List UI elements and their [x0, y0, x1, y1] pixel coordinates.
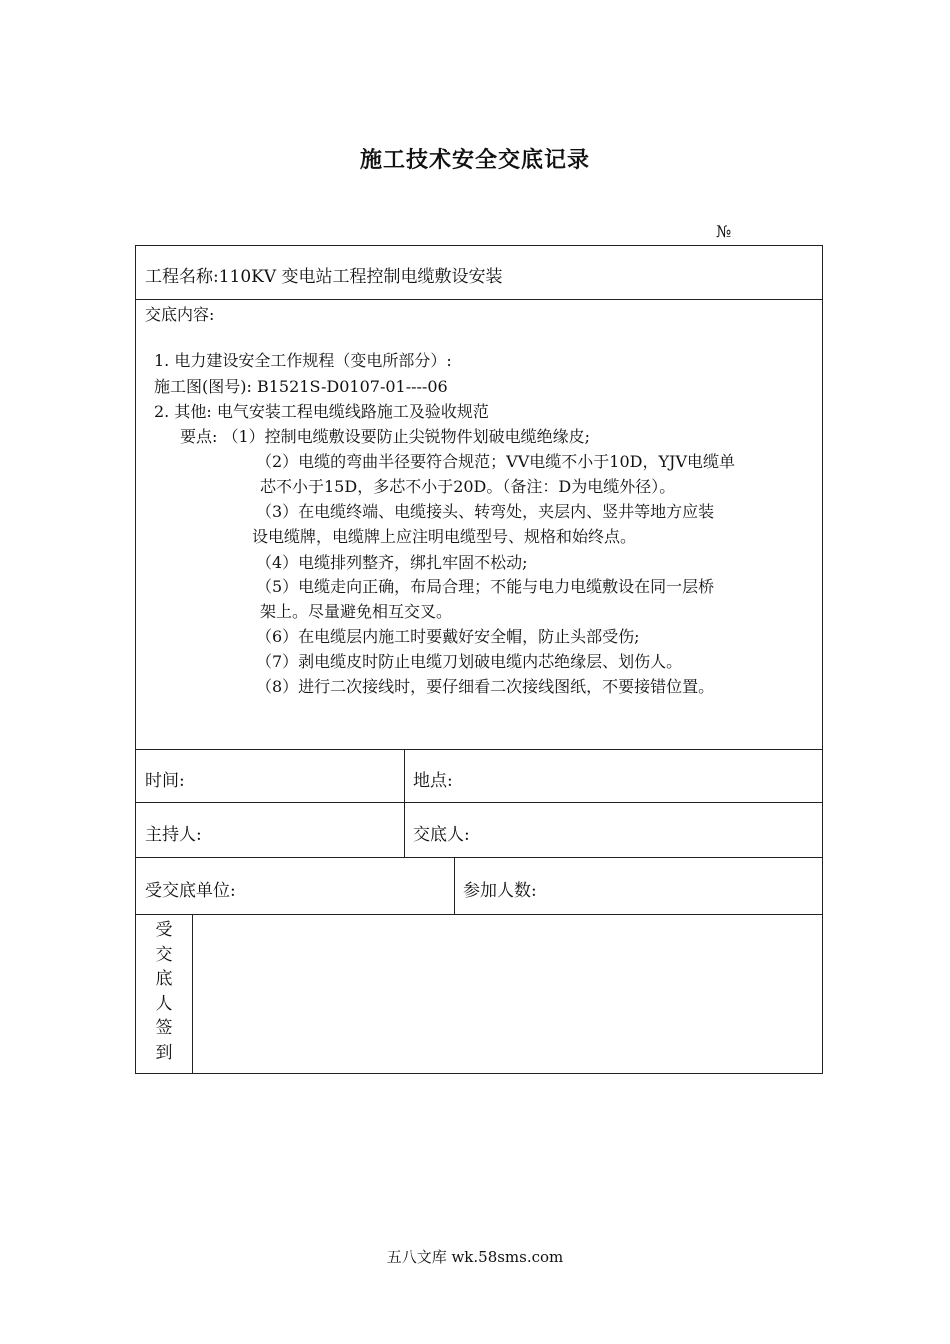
content-line: 设电缆牌，电缆牌上应注明电缆型号、规格和始终点。: [252, 527, 637, 546]
sign-in-char: 交: [155, 944, 173, 965]
content-line: （8）进行二次接线时，要仔细看二次接线图纸，不要接错位置。: [256, 677, 715, 696]
sign-in-char: 到: [155, 1042, 173, 1063]
content-line: 架上。尽量避免相互交叉。: [260, 602, 453, 621]
content-line: （4）电缆排列整齐，绑扎牢固不松动;: [256, 553, 528, 572]
content-label: 交底内容:: [145, 305, 215, 324]
content-line: （5）电缆走向正确，布局合理；不能与电力电缆敷设在同一层桥: [256, 577, 715, 596]
content-line: （2）电缆的弯曲半径要符合规范；VV电缆不小于10D，YJV电缆单: [256, 452, 736, 471]
row-divider: [136, 299, 822, 300]
content-line: 施工图(图号): B1521S-D0107-01----06: [154, 377, 448, 396]
row-divider: [136, 857, 822, 858]
presenter-field: 交底人:: [413, 825, 470, 845]
document-number-label: №: [716, 222, 732, 241]
sign-in-char: 底: [155, 969, 173, 989]
footer-watermark: 五八文库 wk.58sms.com: [386, 1248, 564, 1266]
document-title: 施工技术安全交底记录: [359, 147, 590, 173]
row-divider: [136, 802, 822, 803]
sign-in-char: 人: [155, 993, 173, 1014]
receiving-unit-field: 受交底单位:: [145, 881, 236, 901]
content-line: （6）在电缆层内施工时要戴好安全帽，防止头部受伤;: [256, 627, 640, 646]
sign-in-label: [136, 918, 192, 1065]
place-field: 地点:: [413, 771, 453, 791]
content-line: 2. 其他: 电气安装工程电缆线路施工及验收规范: [154, 402, 489, 421]
time-field: 时间:: [145, 771, 185, 791]
content-line: 芯不小于15D，多芯不小于20D。（备注：D为电缆外径）。: [260, 477, 676, 496]
content-line: 要点: （1）控制电缆敷设要防止尖锐物件划破电缆绝缘皮;: [180, 427, 591, 446]
content-line: （7）剥电缆皮时防止电缆刀划破电缆内芯绝缘层、划伤人。: [256, 652, 683, 671]
sign-in-char: 受: [155, 920, 173, 940]
host-field: 主持人:: [145, 825, 202, 845]
participant-count-field: 参加人数:: [463, 881, 537, 901]
column-divider: [454, 857, 455, 914]
content-line: （3）在电缆终端、电缆接头、转弯处，夹层内、竖井等地方应装: [256, 502, 715, 521]
row-divider: [136, 749, 822, 750]
disclosure-form: [135, 245, 823, 1074]
signature-area[interactable]: [193, 915, 822, 1073]
project-name-field: 工程名称:110KV 变电站工程控制电缆敷设安装: [145, 267, 503, 287]
content-line: 1. 电力建设安全工作规程（变电所部分）:: [154, 351, 452, 370]
column-divider: [404, 749, 405, 857]
sign-in-char: 签: [155, 1018, 173, 1038]
